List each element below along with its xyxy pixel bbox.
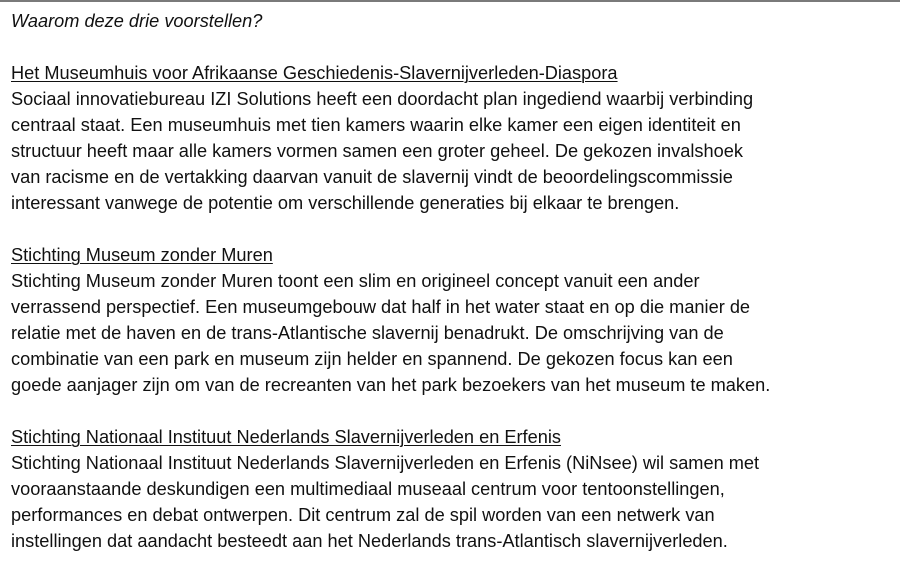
document-body <box>11 8 896 554</box>
paragraph-line: goede aanjager zijn om van de recreanten van het park bezoekers van het museum te maken. <box>11 375 771 395</box>
section-museumhuis <box>11 60 896 216</box>
page-top-border <box>0 0 900 2</box>
paragraph-line: van racisme en de vertakking daarvan vanuit de slavernij vindt de beoordelingscommissie <box>11 167 733 187</box>
paragraph-line: interessant vanwege de potentie om verschillende generaties bij elkaar te brengen. <box>11 193 680 213</box>
paragraph-line: relatie met de haven en de trans-Atlantische slavernij benadrukt. De omschrijving van de <box>11 323 724 343</box>
section-title: Het Museumhuis voor Afrikaanse Geschiedenis-Slavernijverleden-Diaspora <box>11 63 618 83</box>
section-museum-zonder-muren <box>11 242 896 398</box>
paragraph-line: verrassend perspectief. Een museumgebouw dat half in het water staat en op die manier de <box>11 297 751 317</box>
paragraph-line: structuur heeft maar alle kamers vormen samen een groter geheel. De gekozen invalshoek <box>11 141 743 161</box>
section-ninsee <box>11 424 896 554</box>
document-heading: Waarom deze drie voorstellen? <box>11 11 263 31</box>
paragraph-line: Stichting Museum zonder Muren toont een slim en origineel concept vanuit een ander <box>11 271 700 291</box>
section-title: Stichting Museum zonder Muren <box>11 245 273 265</box>
paragraph-line: Stichting Nationaal Instituut Nederlands Slavernijverleden en Erfenis (NiNsee) wil samen met <box>11 453 760 473</box>
paragraph-line: centraal staat. Een museumhuis met tien kamers waarin elke kamer een eigen identiteit en <box>11 115 741 135</box>
paragraph-line: combinatie van een park en museum zijn helder en spannend. De gekozen focus kan een <box>11 349 733 369</box>
paragraph-line: vooraanstaande deskundigen een multimediaal museaal centrum voor tentoonstellingen, <box>11 479 725 499</box>
paragraph-line: performances en debat ontwerpen. Dit centrum zal de spil worden van een netwerk van <box>11 505 715 525</box>
paragraph-line: instellingen dat aandacht besteedt aan het Nederlands trans-Atlantisch slavernijverleden. <box>11 531 728 551</box>
paragraph-line: Sociaal innovatiebureau IZI Solutions heeft een doordacht plan ingediend waarbij verbinding <box>11 89 754 109</box>
section-title: Stichting Nationaal Instituut Nederlands Slavernijverleden en Erfenis <box>11 427 561 447</box>
